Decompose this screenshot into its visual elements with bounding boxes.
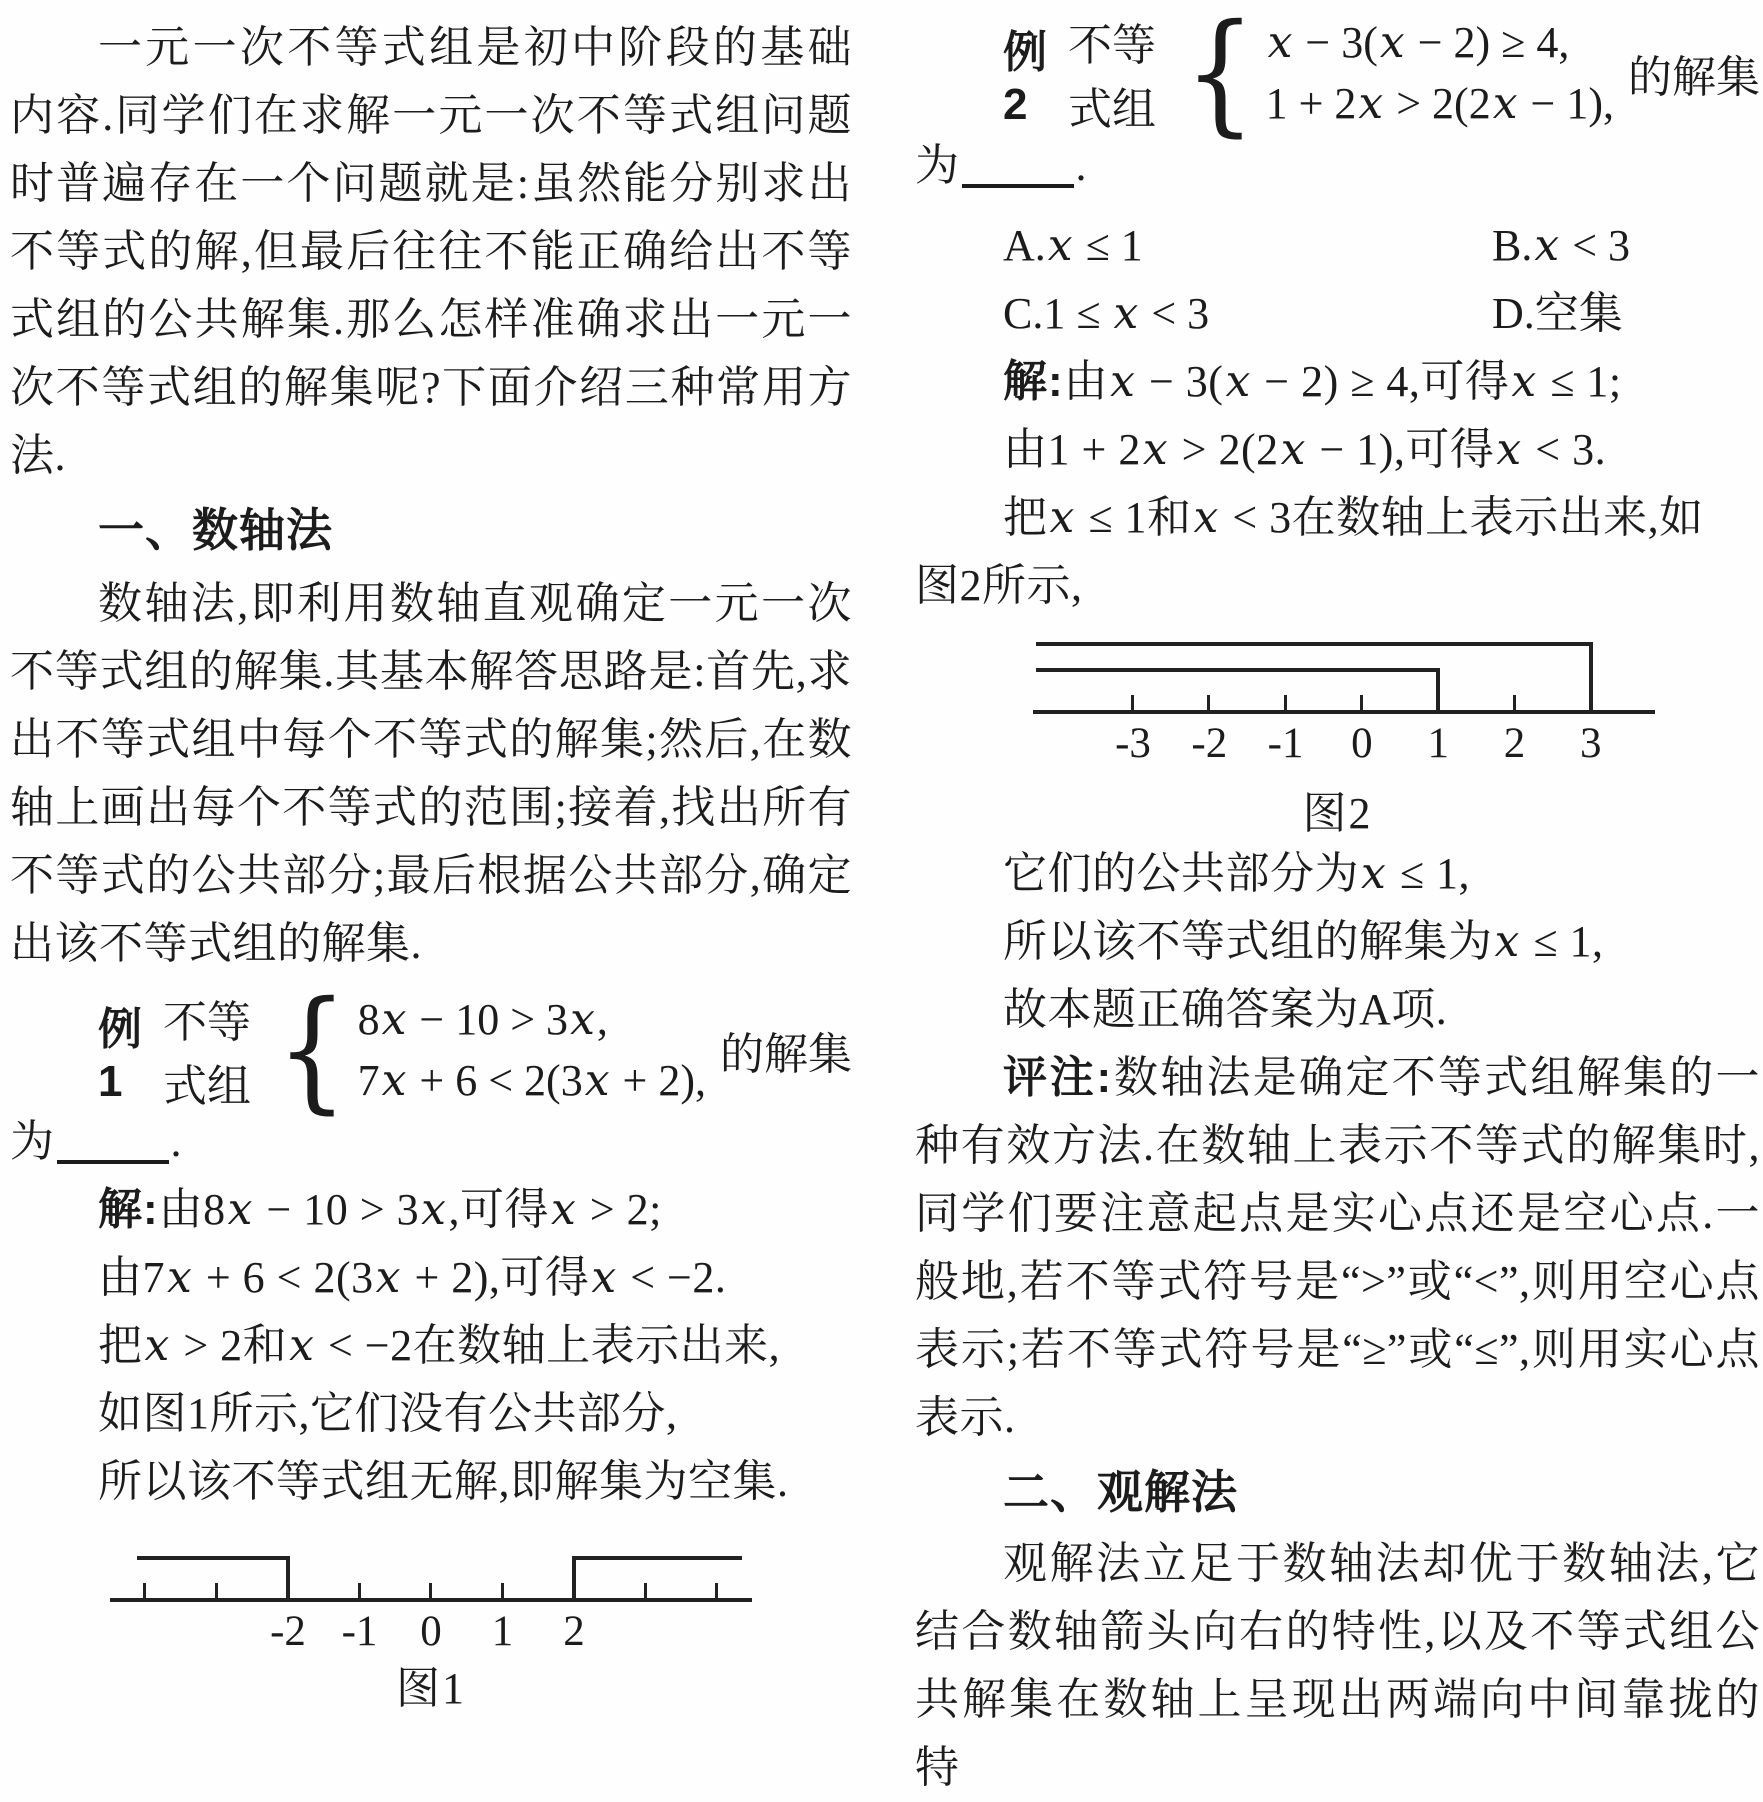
option-b: B.x < 3	[1492, 220, 1631, 271]
tick-mark	[644, 1583, 647, 1598]
tick-label: -3	[1115, 720, 1151, 767]
option-d: D.空集	[1492, 289, 1623, 338]
tick-mark	[1131, 695, 1134, 710]
tick-mark	[1360, 695, 1363, 710]
example-2-tail: 的解集	[1628, 53, 1760, 102]
example-1-inequality-2: 7x + 6 < 2(3x + 2),	[357, 1054, 706, 1106]
tick-mark	[429, 1583, 432, 1598]
system-brace-glyph: {	[1183, 0, 1256, 150]
solution-2-line-3: 把x ≤ 1和x < 3在数轴上表示出来,如	[1003, 492, 1704, 543]
figure-1-caption: 图1	[396, 1664, 466, 1713]
tick-mark	[143, 1583, 146, 1598]
range-bracket-line	[1036, 642, 1593, 646]
example-2-label: 例2	[1003, 28, 1048, 129]
figure-2-number-line	[915, 628, 1760, 788]
tick-label: 1	[1427, 720, 1449, 767]
intro-paragraph: 一元一次不等式组是初中阶段的基础内容.同学们在求解一元一次不等式组问题时普遍存在一个问题就是:虽然能分别求出不等式的解,但最后往往不能正确给出不等式组的公共解集.那么怎样准确求出一元一次不等式组的解集呢?下面介绍三种常用方法.	[10, 23, 852, 480]
range-bracket-drop	[1589, 642, 1593, 710]
tick-label: -1	[1267, 720, 1304, 767]
conclusion-line-1: 它们的公共部分为x ≤ 1,	[1003, 848, 1470, 899]
tick-label: -2	[1191, 720, 1228, 767]
example-2-lead: 不等式组	[1068, 21, 1156, 134]
remark-paragraph	[915, 1044, 1760, 1452]
solution-2-line-1: 解:由x − 3(x − 2) ≥ 4,可得x ≤ 1;	[1003, 356, 1622, 407]
example-1-system	[358, 994, 706, 1107]
range-bracket-line	[1036, 668, 1440, 672]
section-1-paragraph: 数轴法,即利用数轴直观确定一元一次不等式组的解集.其基本解答思路是:首先,求出不等式组中每个不等式的解集;然后,在数轴上画出每个不等式的范围;接着,找出所有不等式的公共部分;最后根据公共部分,确定出该不等式组的解集.	[10, 579, 852, 968]
solution-1-line-4: 如图1所示,它们没有公共部分,	[98, 1389, 678, 1438]
tick-mark	[501, 1583, 504, 1598]
axis-line	[110, 1598, 752, 1602]
tick-label: 3	[1580, 720, 1602, 767]
tick-mark	[215, 1583, 218, 1598]
axis-line	[1033, 710, 1655, 714]
tick-mark	[1513, 695, 1516, 710]
example-1-inequality-1: 8x − 10 > 3x,	[357, 993, 608, 1045]
example-2-blank-line	[915, 132, 1760, 200]
example-2-inequality-2: 1 + 2x > 2(2x − 1),	[1265, 77, 1614, 129]
figure-2-caption: 图2	[1302, 789, 1373, 838]
solution-1-line-2: 由7x + 6 < 2(3x + 2),可得x < −2.	[98, 1252, 727, 1303]
left-column	[10, 0, 852, 1716]
solution-text: 由8x − 10 > 3x,可得x > 2;	[158, 1184, 662, 1235]
blank-tail-text: .	[1075, 141, 1087, 190]
example-1-lead: 不等式组	[163, 998, 251, 1111]
right-column	[915, 0, 1760, 1802]
options-row-1	[915, 212, 1760, 280]
solution-1-line-1	[10, 1176, 852, 1244]
option-a: A.x ≤ 1	[1003, 220, 1143, 271]
range-bracket-drop	[1436, 668, 1440, 710]
example-1-tail: 的解集	[720, 1030, 852, 1079]
range-bracket-drop	[572, 1556, 576, 1598]
example-1-statement	[10, 973, 852, 1127]
blank-tail-text: .	[170, 1117, 182, 1166]
answer-blank-underline	[57, 1120, 169, 1164]
blank-lead-text: 为	[915, 141, 960, 190]
solution-label: 解:	[98, 1185, 159, 1234]
tick-mark	[358, 1583, 361, 1598]
remark-label: 评注:	[1003, 1053, 1113, 1102]
option-c: C.1 ≤ x < 3	[1003, 288, 1210, 339]
remark-text: 数轴法是确定不等式组解集的一种有效方法.在数轴上表示不等式的解集时,同学们要注意起点是实心点还是空心点.一般地,若不等式符号是“>”或“<”,则用空心点表示;若不等式符号是“≥”或“≤”,则用实心点表示.	[915, 1053, 1761, 1442]
solution-1-line-3: 把x > 2和x < −2在数轴上表示出来,	[98, 1320, 781, 1371]
example-2-inequality-1: x − 3(x − 2) ≥ 4,	[1267, 16, 1570, 68]
figure-1-number-line	[10, 1524, 852, 1662]
tick-label: -2	[270, 1608, 306, 1655]
solution-2-line-2: 由1 + 2x > 2(2x − 1),可得x < 3.	[1003, 424, 1607, 475]
tick-mark	[1207, 695, 1210, 710]
options-row-2	[915, 280, 1760, 348]
conclusion-line-2: 所以该不等式组的解集为x ≤ 1,	[1003, 916, 1604, 967]
tick-label: 2	[1503, 720, 1526, 767]
example-2-statement	[915, 0, 1760, 150]
answer-blank-underline	[962, 144, 1074, 188]
tick-label: 2	[563, 1608, 585, 1655]
example-1-label: 例1	[98, 1005, 143, 1106]
tick-mark	[1284, 695, 1287, 710]
tick-label: 0	[420, 1608, 442, 1655]
tick-mark	[715, 1583, 718, 1598]
tick-label: 1	[491, 1608, 514, 1655]
range-bracket-line	[572, 1556, 742, 1560]
system-brace-glyph: {	[275, 973, 348, 1127]
solution-1-line-5: 所以该不等式组无解,即解集为空集.	[98, 1457, 789, 1506]
example-1-blank-line	[10, 1108, 852, 1176]
solution-2-line-4: 图2所示,	[915, 561, 1083, 610]
section-2-heading: 二、观解法	[1003, 1466, 1238, 1518]
section-1-heading: 一、数轴法	[98, 504, 333, 556]
section-2-paragraph: 观解法立足于数轴法却优于数轴法,它结合数轴箭头向右的特性,以及不等式组公共解集在数轴上呈现出两端向中间靠拢的特	[915, 1539, 1760, 1792]
conclusion-line-3: 故本题正确答案为A项.	[1003, 985, 1448, 1034]
example-2-system	[1266, 17, 1614, 130]
tick-label: 0	[1351, 720, 1373, 767]
tick-label: -1	[341, 1608, 378, 1655]
range-bracket-line	[137, 1556, 290, 1560]
range-bracket-drop	[286, 1556, 290, 1598]
solution-label: 解:	[1003, 357, 1064, 406]
blank-lead-text: 为	[10, 1117, 55, 1166]
